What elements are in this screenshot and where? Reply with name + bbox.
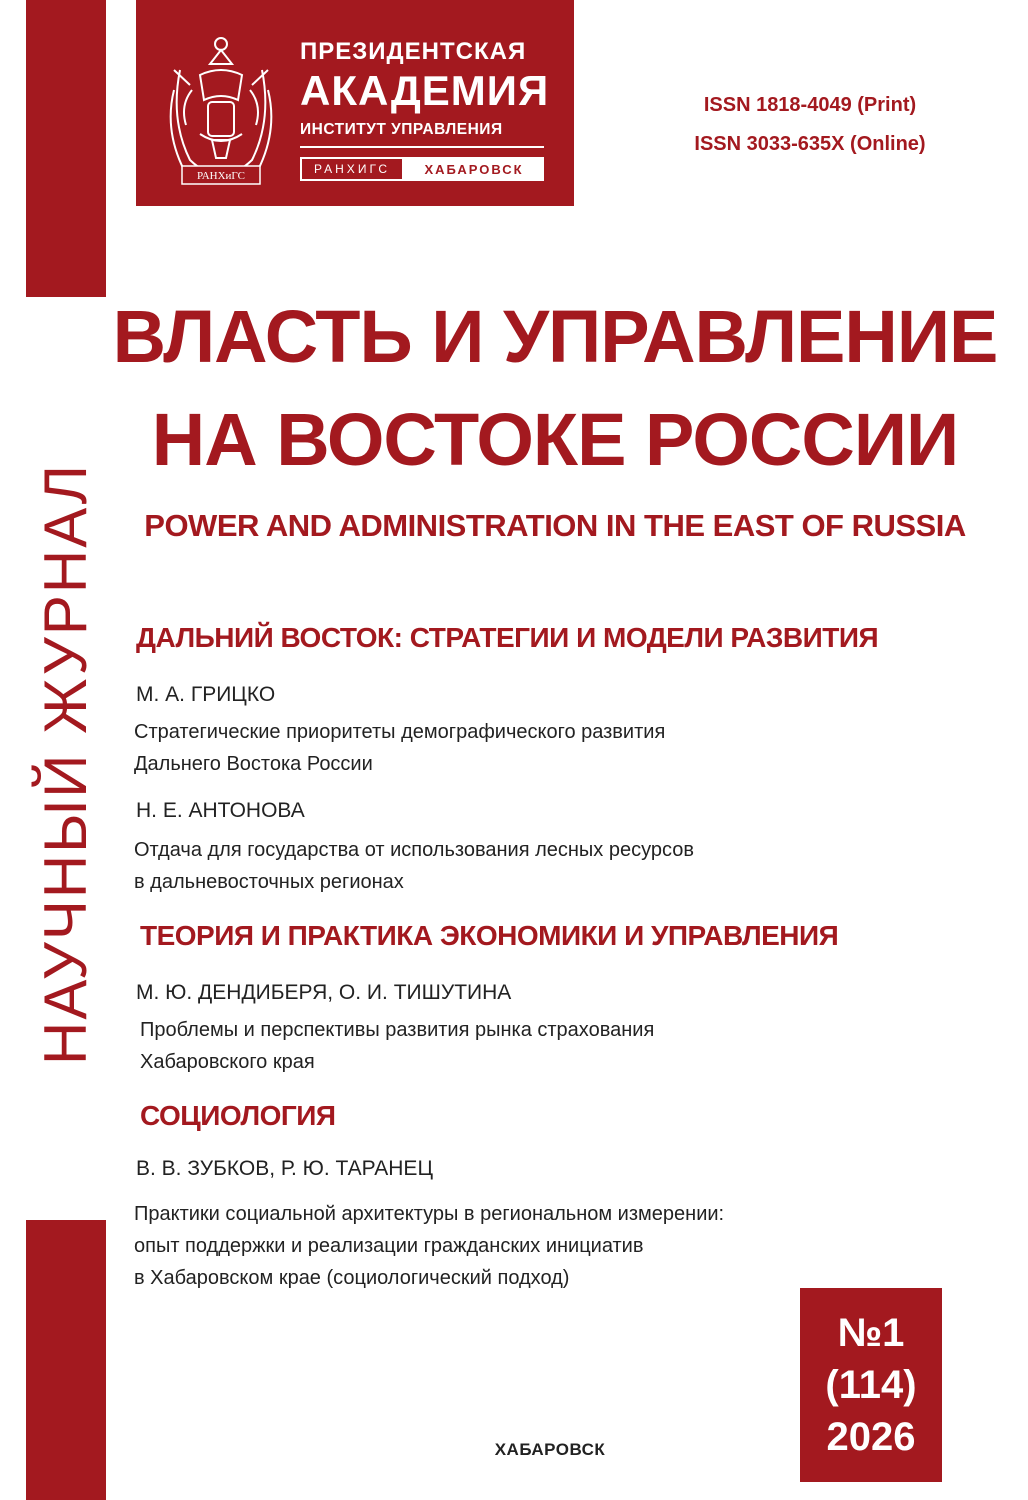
issue-number: №1 <box>837 1311 905 1355</box>
journal-title-line2: НА ВОСТОКЕ РОССИИ <box>151 398 959 481</box>
article-author: М. А. ГРИЦКО <box>136 683 276 706</box>
section-heading: СОЦИОЛОГИЯ <box>140 1100 336 1131</box>
logo-divider <box>300 146 544 148</box>
logo-line-institute: ИНСТИТУТ УПРАВЛЕНИЯ <box>300 121 503 138</box>
article-title-line: в Хабаровском крае (социологический подход) <box>134 1267 570 1289</box>
article-title-line: Проблемы и перспективы развития рынка страхования <box>140 1019 655 1041</box>
article-title <box>134 834 694 898</box>
issn-print: ISSN 1818-4049 (Print) <box>703 94 917 116</box>
article-title <box>134 1198 724 1294</box>
article-author: В. В. ЗУБКОВ, Р. Ю. ТАРАНЕЦ <box>136 1157 433 1180</box>
coat-of-arms-emblem-icon <box>160 30 282 192</box>
side-bar-top <box>26 0 106 297</box>
logo-line-academy: АКАДЕМИЯ <box>300 67 550 114</box>
issue-total: (114) <box>825 1363 917 1407</box>
article-title-line: Практики социальной архитектуры в региональном измерении: <box>134 1203 725 1225</box>
article-title-line: Хабаровского края <box>140 1051 315 1073</box>
article-title-line: Дальнего Востока России <box>134 753 373 775</box>
logo-tag-khabarovsk: ХАБАРОВСК <box>404 157 544 181</box>
journal-title-line1: ВЛАСТЬ И УПРАВЛЕНИЕ <box>112 295 998 378</box>
emblem-text: РАНХиГС <box>197 170 245 182</box>
article-author: Н. Е. АНТОНОВА <box>136 799 305 822</box>
article-title <box>140 1014 654 1078</box>
article-title-line: в дальневосточных регионах <box>134 871 404 893</box>
journal-type-label: НАУЧНЫЙ ЖУРНАЛ <box>32 463 99 1065</box>
publication-city: ХАБАРОВСК <box>494 1440 606 1459</box>
issue-year: 2026 <box>826 1415 916 1459</box>
article-author: М. Ю. ДЕНДИБЕРЯ, О. И. ТИШУТИНА <box>136 981 512 1004</box>
issue-number-box <box>800 1288 942 1482</box>
side-bar-bottom <box>26 1220 106 1500</box>
logo-line-presidential: ПРЕЗИДЕНТСКАЯ <box>300 38 527 65</box>
logo-tag-ranepa: РАНХИГС <box>300 157 404 181</box>
journal-title-english: POWER AND ADMINISTRATION IN THE EAST OF RUSSIA <box>144 508 966 543</box>
article-title-line: Отдача для государства от использования лесных ресурсов <box>134 839 694 861</box>
article-title <box>134 716 665 780</box>
issn-online: ISSN 3033-635X (Online) <box>694 133 926 155</box>
article-title-line: Стратегические приоритеты демографического развития <box>134 721 666 743</box>
article-title-line: опыт поддержки и реализации гражданских инициатив <box>134 1235 644 1257</box>
logo-tags <box>300 157 544 181</box>
section-heading: ТЕОРИЯ И ПРАКТИКА ЭКОНОМИКИ И УПРАВЛЕНИЯ <box>140 920 839 951</box>
section-heading: ДАЛЬНИЙ ВОСТОК: СТРАТЕГИИ И МОДЕЛИ РАЗВИТИЯ <box>136 622 879 653</box>
